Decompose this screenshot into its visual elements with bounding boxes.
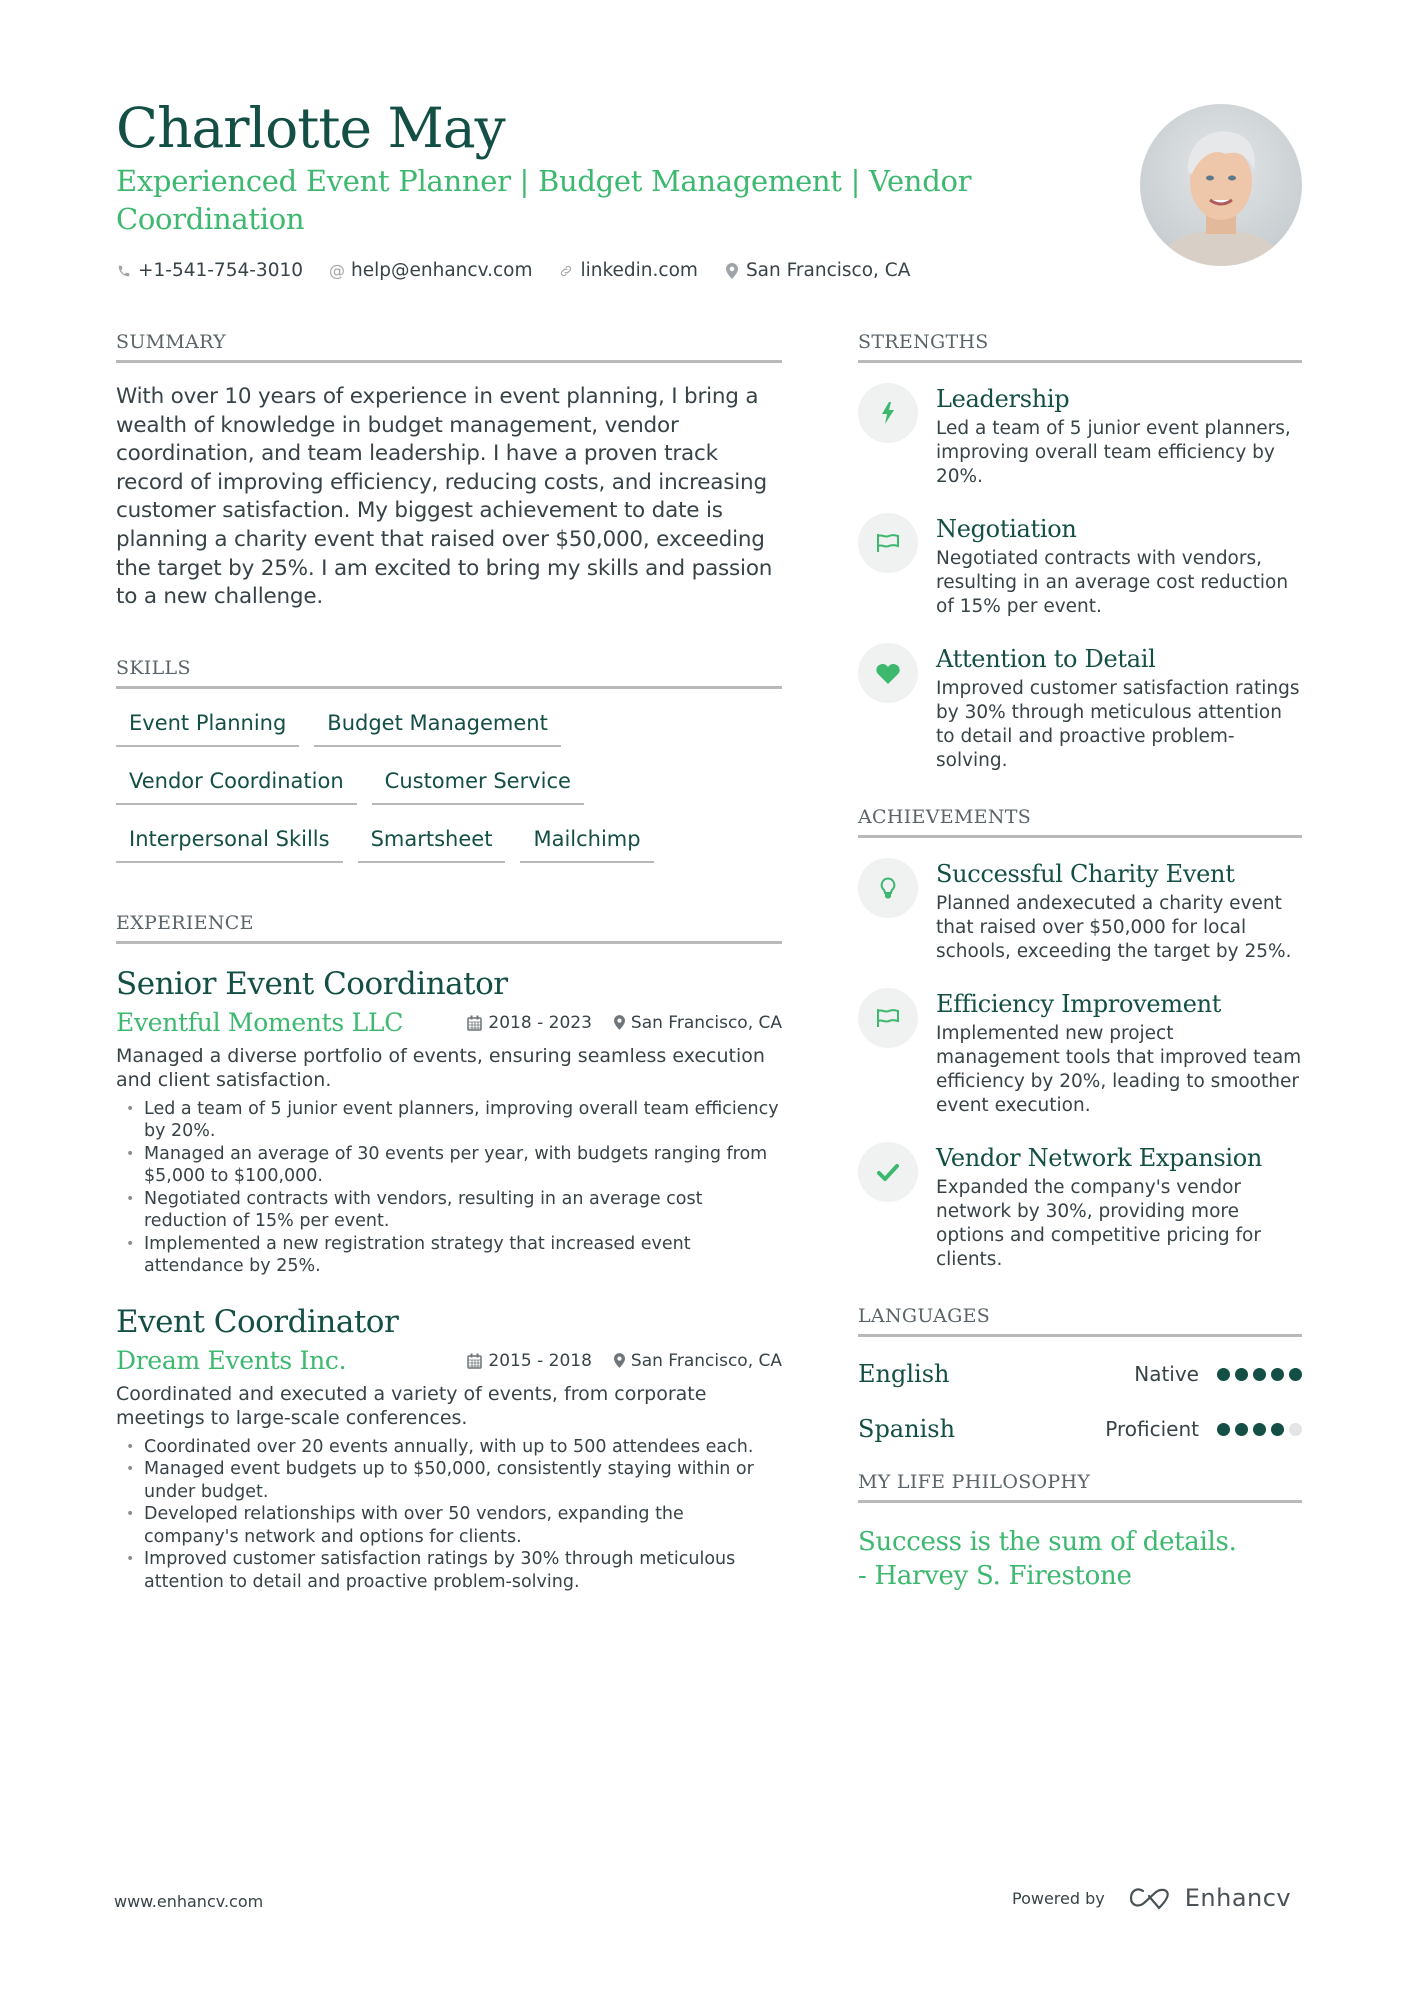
- experience-section: [116, 911, 782, 1594]
- achievement-item: [858, 858, 1302, 964]
- job-bullet: • Negotiated contracts with vendors, resulting in an average cost reduction of 15% per event.: [126, 1188, 782, 1233]
- lightbulb-icon: [858, 858, 918, 918]
- job-bullet: • Managed event budgets up to $50,000, consistently staying within or under budget.: [126, 1458, 782, 1503]
- job-meta-row: [116, 1344, 782, 1378]
- phone-icon: [116, 263, 132, 279]
- job-meta: [467, 1351, 782, 1371]
- section-title-summary: SUMMARY: [116, 330, 782, 363]
- calendar-icon: [467, 1015, 482, 1031]
- rating-dot-filled: [1217, 1368, 1230, 1381]
- dates-text: 2015 - 2018: [488, 1350, 592, 1371]
- avatar: [1140, 104, 1302, 266]
- at-icon: @: [329, 261, 346, 280]
- skill-tag: Smartsheet: [358, 825, 506, 863]
- resume-header: [116, 96, 1046, 281]
- language-item: [858, 1412, 1302, 1446]
- skills-list: [116, 709, 782, 863]
- location-pin-icon: [614, 1353, 625, 1368]
- location-text: San Francisco, CA: [630, 1350, 782, 1371]
- flag-icon: [858, 988, 918, 1048]
- philosophy-section: [858, 1470, 1302, 1593]
- strength-item: [858, 513, 1302, 619]
- section-title-strengths: STRENGTHS: [858, 330, 1302, 363]
- languages-list: [858, 1357, 1302, 1446]
- right-column: [858, 330, 1302, 1593]
- job-location: [614, 1351, 782, 1371]
- calendar-icon: [467, 1353, 482, 1369]
- proficiency-dots: [1217, 1423, 1302, 1436]
- job-title: Senior Event Coordinator: [116, 965, 508, 1002]
- language-level: Proficient: [1105, 1417, 1199, 1441]
- strength-title: Negotiation: [936, 515, 1077, 543]
- footer-branding: [1012, 1884, 1291, 1912]
- job-bullet: • Led a team of 5 junior event planners, improving overall team efficiency by 20%.: [126, 1098, 782, 1143]
- powered-by-label: Powered by: [1012, 1888, 1105, 1908]
- strength-description: Led a team of 5 junior event planners, improving overall team efficiency by 20%.: [936, 418, 1291, 487]
- achievement-title: Successful Charity Event: [936, 860, 1235, 888]
- strength-description: Negotiated contracts with vendors, resulting in an average cost reduction of 15% per event.: [936, 548, 1289, 617]
- rating-dot-filled: [1217, 1423, 1230, 1436]
- achievement-item: [858, 988, 1302, 1118]
- contact-phone: [116, 260, 303, 281]
- skill-tag: Vendor Coordination: [116, 767, 357, 805]
- company-name: Dream Events Inc.: [116, 1345, 347, 1375]
- rating-dot-filled: [1253, 1368, 1266, 1381]
- job-bullet: • Improved customer satisfaction ratings by 30% through meticulous attention to detail and proactive problem-solving.: [126, 1548, 782, 1593]
- location-text: San Francisco, CA: [630, 1012, 782, 1033]
- philosophy-quote: [858, 1525, 1302, 1593]
- language-name: Spanish: [858, 1415, 956, 1443]
- linkedin-link[interactable]: linkedin.com: [580, 260, 698, 281]
- section-title-experience: EXPERIENCE: [116, 911, 782, 944]
- rating-dot-filled: [1253, 1423, 1266, 1436]
- candidate-headline: Experienced Event Planner | Budget Management | Vendor Coordination: [116, 164, 972, 236]
- section-title-achievements: ACHIEVEMENTS: [858, 805, 1302, 838]
- job-location: [614, 1013, 782, 1033]
- achievements-section: [858, 805, 1302, 1272]
- rating-dot-filled: [1271, 1368, 1284, 1381]
- checkmark-icon: [858, 1142, 918, 1202]
- job-bullets: [116, 1436, 782, 1594]
- experience-entry: [116, 964, 782, 1278]
- contact-email[interactable]: [329, 260, 532, 281]
- strength-title: Attention to Detail: [936, 645, 1156, 673]
- skill-tag: Budget Management: [314, 709, 561, 747]
- strength-description: Improved customer satisfaction ratings by 30% through meticulous attention to detail and proactive problem-solving.: [936, 678, 1300, 771]
- job-description: Coordinated and executed a variety of events, from corporate meetings to large-scale conferences.: [116, 1382, 707, 1429]
- dates-text: 2018 - 2023: [488, 1012, 592, 1033]
- contact-bar: [116, 260, 1046, 281]
- summary-section: [116, 330, 782, 612]
- section-title-philosophy: MY LIFE PHILOSOPHY: [858, 1470, 1302, 1503]
- footer-website[interactable]: www.enhancv.com: [114, 1892, 264, 1911]
- job-title: Event Coordinator: [116, 1303, 399, 1340]
- skill-tag: Mailchimp: [520, 825, 653, 863]
- language-level: Native: [1134, 1362, 1199, 1386]
- language-name: English: [858, 1360, 950, 1388]
- strengths-section: [858, 330, 1302, 773]
- job-meta-row: [116, 1006, 782, 1040]
- location-text: San Francisco, CA: [745, 260, 911, 281]
- enhancv-logo-icon: [1129, 1886, 1175, 1910]
- email-address[interactable]: help@enhancv.com: [351, 260, 533, 281]
- strength-title: Leadership: [936, 385, 1070, 413]
- left-column: [116, 330, 782, 1593]
- strength-item: [858, 383, 1302, 489]
- language-item: [858, 1357, 1302, 1391]
- strength-item: [858, 643, 1302, 773]
- job-description: Managed a diverse portfolio of events, ensuring seamless execution and client satisfaction.: [116, 1044, 765, 1091]
- quote-text: Success is the sum of details.: [858, 1527, 1237, 1557]
- brand-name: Enhancv: [1184, 1884, 1292, 1912]
- experience-entry: [116, 1302, 782, 1594]
- job-bullet: • Coordinated over 20 events annually, with up to 500 attendees each.: [126, 1436, 782, 1459]
- company-name: Eventful Moments LLC: [116, 1007, 404, 1037]
- proficiency-dots: [1217, 1368, 1302, 1381]
- skill-tag: Event Planning: [116, 709, 299, 747]
- skill-tag: Customer Service: [372, 767, 584, 805]
- phone-number: +1-541-754-3010: [138, 260, 304, 281]
- achievements-list: [858, 858, 1302, 1272]
- job-bullets: [116, 1098, 782, 1278]
- achievement-description: Implemented new project management tools that improved team efficiency by 20%, leading to smoother event execution.: [936, 1023, 1302, 1116]
- achievement-description: Expanded the company's vendor network by 30%, providing more options and competitive pricing for clients.: [936, 1177, 1261, 1270]
- enhancv-logo[interactable]: [1129, 1884, 1291, 1912]
- skill-tag: Interpersonal Skills: [116, 825, 343, 863]
- job-dates: [467, 1351, 591, 1371]
- job-bullet: • Implemented a new registration strategy that increased event attendance by 25%.: [126, 1233, 782, 1278]
- languages-section: [858, 1304, 1302, 1446]
- lightning-icon: [858, 383, 918, 443]
- job-meta: [467, 1013, 782, 1033]
- achievement-description: Planned andexecuted a charity event that raised over $50,000 for local schools, exceeding the target by 25%.: [936, 893, 1292, 962]
- strengths-list: [858, 383, 1302, 773]
- rating-dot-filled: [1271, 1423, 1284, 1436]
- rating-dot-filled: [1235, 1368, 1248, 1381]
- rating-dot-empty: [1289, 1423, 1302, 1436]
- quote-author: - Harvey S. Firestone: [858, 1561, 1132, 1591]
- section-title-languages: LANGUAGES: [858, 1304, 1302, 1337]
- job-bullet: • Developed relationships with over 50 vendors, expanding the company's network and options for clients.: [126, 1503, 782, 1548]
- job-bullet: • Managed an average of 30 events per year, with budgets ranging from $5,000 to $100,000.: [126, 1143, 782, 1188]
- candidate-name: Charlotte May: [116, 96, 505, 160]
- section-title-skills: SKILLS: [116, 656, 782, 689]
- summary-text: With over 10 years of experience in event planning, I bring a wealth of knowledge in budget management, vendor coordination, and team leadership. I have a proven track record of improving efficiency, reducing costs, and increasing customer satisfaction. My biggest achievement to date is planning a charity event that raised over $50,000, exceeding the target by 25%. I am excited to bring my skills and passion to a new challenge.: [116, 384, 773, 610]
- contact-linkedin[interactable]: [558, 260, 697, 281]
- achievement-item: [858, 1142, 1302, 1272]
- skills-section: [116, 656, 782, 863]
- achievement-title: Efficiency Improvement: [936, 990, 1222, 1018]
- flag-icon: [858, 513, 918, 573]
- contact-location: [724, 260, 910, 281]
- job-dates: [467, 1013, 591, 1033]
- location-pin-icon: [614, 1015, 625, 1030]
- location-pin-icon: [724, 263, 740, 279]
- rating-dot-filled: [1289, 1368, 1302, 1381]
- rating-dot-filled: [1235, 1423, 1248, 1436]
- achievement-title: Vendor Network Expansion: [936, 1144, 1263, 1172]
- heart-icon: [858, 643, 918, 703]
- link-icon: [558, 263, 574, 279]
